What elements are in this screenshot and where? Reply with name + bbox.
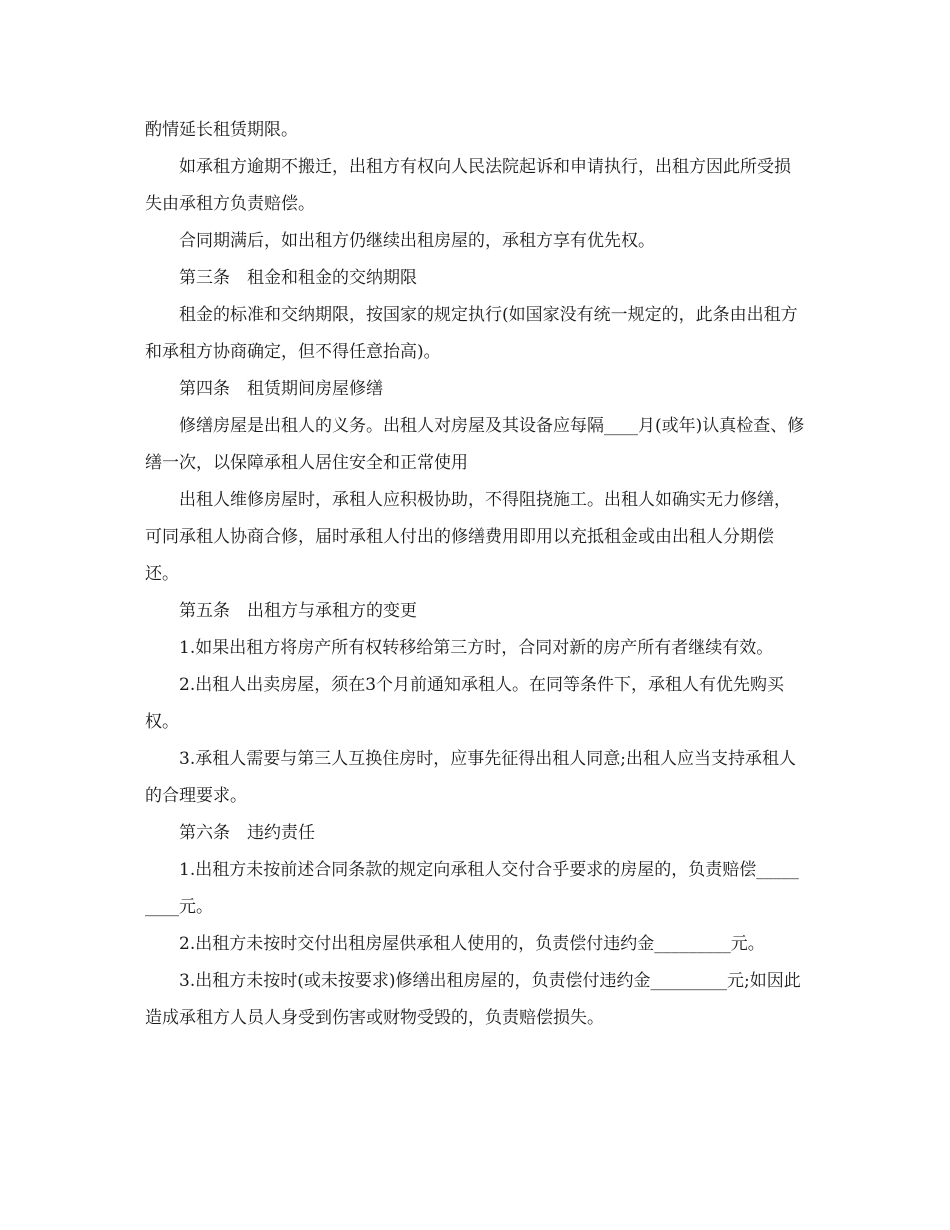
paragraph: 1.如果出租方将房产所有权转移给第三方时，合同对新的房产所有者继续有效。 [179,638,774,658]
section-heading: 第六条 违约责任 [179,823,315,843]
paragraph: 1.出租方未按前述合同条款的规定向承租人交付合乎要求的房屋的，负责赔偿_________元。 [145,860,799,917]
paragraph: 如承租方逾期不搬迁，出租方有权向人民法院起诉和申请执行，出租方因此所受损失由承租方负责赔偿。 [145,157,791,214]
section-heading: 第五条 出租方与承租方的变更 [179,601,417,621]
paragraph: 酌情延长租赁期限。 [145,120,298,140]
paragraph: 3.出租方未按时(或未按要求)修缮出租房屋的，负责偿付违约金_________元;如因此造成承租方人员人身受到伤害或财物受毁的，负责赔偿损失。 [145,971,801,1028]
paragraph: 2.出租方未按时交付出租房屋供承租人使用的，负责偿付违约金_________元。 [179,934,765,954]
section-heading: 第三条 租金和租金的交纳期限 [179,268,417,288]
paragraph: 3.承租人需要与第三人互换住房时，应事先征得出租人同意;出租人应当支持承租人的合理要求。 [145,749,796,806]
paragraph: 租金的标准和交纳期限，按国家的规定执行(如国家没有统一规定的，此条由出租方和承租方协商确定，但不得任意抬高)。 [145,305,798,362]
section-heading: 第四条 租赁期间房屋修缮 [179,379,383,399]
paragraph: 2.出租人出卖房屋，须在3个月前通知承租人。在同等条件下，承租人有优先购买权。 [145,675,785,732]
paragraph: 修缮房屋是出租人的义务。出租人对房屋及其设备应每隔____月(或年)认真检查、修缮一次，以保障承租人居住安全和正常使用 [145,416,805,473]
paragraph: 合同期满后，如出租方仍继续出租房屋的，承租方享有优先权。 [179,231,655,251]
paragraph: 出租人维修房屋时，承租人应积极协助，不得阻挠施工。出租人如确实无力修缮，可同承租人协商合修，届时承租人付出的修缮费用即用以充抵租金或由出租人分期偿还。 [145,490,791,584]
